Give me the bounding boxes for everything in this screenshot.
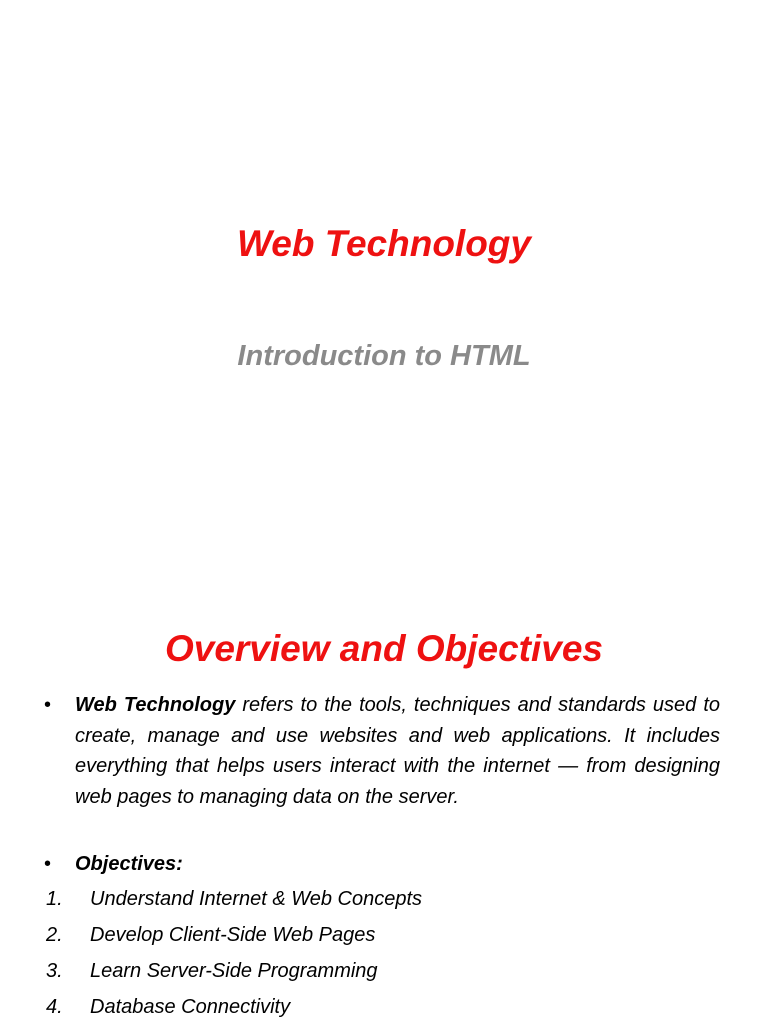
intro-text: refers to the tools, techniques and standards used to create, manage and use websites and web applications. It includes everything that helps users interact with the internet — from designing web pages to managing data on the server. (75, 694, 720, 808)
objectives-list (46, 883, 736, 1027)
bullet-text (75, 690, 720, 812)
slide-title: Web Technology (237, 223, 531, 264)
list-item (46, 991, 736, 1027)
bullet-dot: • (44, 694, 52, 716)
bullet-web-technology (44, 690, 720, 812)
bullet-dot: • (44, 853, 52, 875)
list-item-number: 1. (46, 888, 63, 910)
list-item-text: Develop Client-Side Web Pages (90, 924, 376, 946)
list-item (46, 883, 736, 919)
list-item (46, 955, 736, 991)
section-heading: Overview and Objectives (164, 628, 604, 669)
bullet-text (75, 849, 720, 880)
bullet-objectives (44, 849, 720, 880)
list-item-number: 3. (46, 960, 63, 982)
list-item-number: 4. (46, 996, 63, 1018)
list-item-number: 2. (46, 924, 63, 946)
slide-subtitle: Introduction to HTML (237, 340, 531, 372)
list-item-text: Learn Server-Side Programming (90, 960, 378, 982)
list-item (46, 919, 736, 955)
intro-term: Web Technology (75, 694, 236, 716)
objectives-label: Objectives: (75, 853, 183, 875)
list-item-text: Database Connectivity (90, 996, 291, 1018)
list-item-text: Understand Internet & Web Concepts (90, 888, 423, 910)
